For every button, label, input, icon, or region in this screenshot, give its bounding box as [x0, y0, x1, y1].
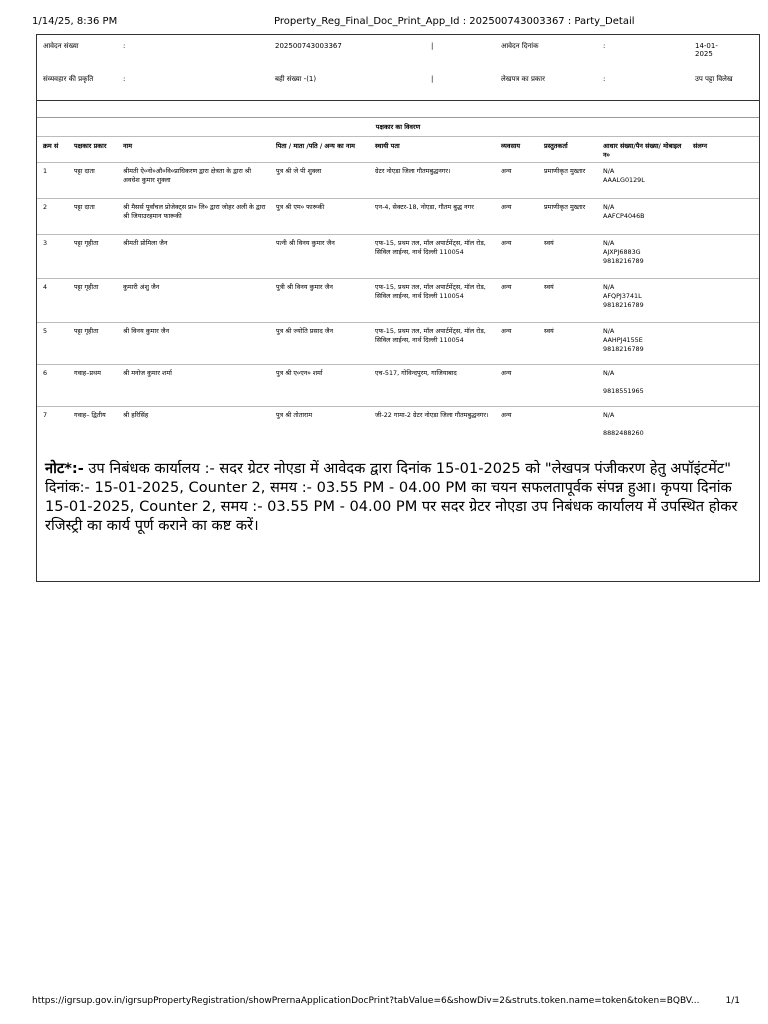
cell-sno: 3	[37, 235, 68, 279]
cell-sno: 5	[37, 323, 68, 365]
cell-party-type: पट्टा दाता	[68, 163, 117, 199]
table-row	[37, 163, 759, 199]
cell-relation: पुत्र श्री ज्योति प्रसाद जैन	[270, 323, 369, 365]
cell-party-type: गवाह–प्रथम	[68, 365, 117, 407]
cell-occupation: अन्य	[495, 199, 538, 235]
cell-presenter	[538, 365, 597, 407]
cell-name: श्री विनय कुमार जैन	[117, 323, 270, 365]
table-row	[37, 199, 759, 235]
cell-party-type: पट्टा दाता	[68, 199, 117, 235]
cell-party-type: पट्टा गृहीता	[68, 235, 117, 279]
meta-row-2	[37, 75, 759, 103]
deed-type-label: लेखपत्र का प्रकार	[501, 75, 545, 83]
id-line: AFQPJ3741L	[603, 292, 642, 301]
cell-name: श्री मनोज कुमार शर्मा	[117, 365, 270, 407]
meta-row-1	[37, 42, 759, 70]
cell-presenter: स्वयं	[538, 323, 597, 365]
cell-presenter: प्रमाणीकृत मुख्तार	[538, 199, 597, 235]
header-ids: आधार संख्या/पैन संख्या/ मोबाइल न०	[597, 137, 687, 163]
cell-relation: पुत्र श्री जे पी शुक्ला	[270, 163, 369, 199]
id-line: 9818216789	[603, 257, 644, 266]
colon: :	[123, 75, 126, 83]
cell-address: एफ-15, प्रथम तल, मॉल अपार्टमेंट्स, मॉल रोड, सिविल लाईन्स, नार्थ दिल्ली 110054	[369, 235, 495, 279]
cell-presenter: स्वयं	[538, 279, 597, 323]
print-header	[32, 16, 742, 27]
cell-name: श्रीमती प्रोमिला जैन	[117, 235, 270, 279]
id-line: AAHPJ4155E	[603, 336, 643, 345]
id-line: N/A	[603, 283, 615, 292]
header-address: स्थायी पता	[369, 137, 495, 163]
cell-presenter	[538, 407, 597, 449]
cell-attachment	[687, 365, 759, 407]
cell-presenter: स्वयं	[538, 235, 597, 279]
table-row	[37, 407, 759, 449]
header-sno: क्रम सं	[37, 137, 68, 163]
cell-address: एफ-15, प्रथम तल, मॉल अपार्टमेंट्स, मॉल रोड, सिविल लाईन्स, नार्थ दिल्ली 110054	[369, 279, 495, 323]
cell-sno: 2	[37, 199, 68, 235]
cell-party-type: पट्टा गृहीता	[68, 279, 117, 323]
id-line: 9818551965	[603, 387, 644, 396]
party-table	[37, 136, 759, 449]
transaction-type-label: संव्यवहार की प्रकृति	[43, 75, 94, 83]
colon: :	[123, 42, 126, 50]
application-meta	[37, 35, 759, 101]
cell-name: श्री मैसर्स पूर्वांचल प्रोजेक्ट्स प्रा० लि० द्वारा जोहर अली के द्वारा श्री जियाउरहमान फारूकी	[117, 199, 270, 235]
cell-name: श्री हरिसिंह	[117, 407, 270, 449]
id-line: N/A	[603, 411, 615, 420]
id-line: N/A	[603, 369, 615, 378]
cell-relation: पुत्र श्री ए०एन० शर्मा	[270, 365, 369, 407]
id-line: 8882488260	[603, 429, 644, 438]
cell-address: एफ-15, प्रथम तल, मॉल अपार्टमेंट्स, मॉल रोड, सिविल लाईन्स, नार्थ दिल्ली 110054	[369, 323, 495, 365]
print-datetime: 1/14/25, 8:36 PM	[32, 16, 118, 27]
party-rows	[37, 163, 759, 449]
header-occupation: व्यवसाय	[495, 137, 538, 163]
cell-occupation: अन्य	[495, 323, 538, 365]
separator: |	[431, 42, 434, 50]
header-party-type: पक्षकार प्रकार	[68, 137, 117, 163]
cell-occupation: अन्य	[495, 235, 538, 279]
cell-occupation: अन्य	[495, 163, 538, 199]
id-line: AAALG0129L	[603, 176, 645, 185]
cell-sno: 4	[37, 279, 68, 323]
party-section-title: पक्षकार का विवरण	[37, 117, 759, 136]
id-line: N/A	[603, 239, 615, 248]
cell-party-type: पट्टा गृहीता	[68, 323, 117, 365]
print-url: https://igrsup.gov.in/igrsupPropertyRegistration/showPrernaApplicationDocPrint?tabValue=6&showDiv=2&struts.token.name=token&token=BQBV...	[32, 996, 700, 1006]
note-label: नोट*:-	[45, 460, 84, 477]
cell-occupation: अन्य	[495, 365, 538, 407]
id-line: AJXPJ6883G	[603, 248, 641, 257]
cell-ids	[597, 279, 687, 323]
page-number: 1/1	[725, 996, 740, 1006]
cell-attachment	[687, 279, 759, 323]
header-name: नाम	[117, 137, 270, 163]
party-table-header	[37, 137, 759, 163]
cell-address: जी-22 गामा-2 ग्रेटर नोएडा जिला गौतमबुद्धनगर।	[369, 407, 495, 449]
separator: |	[431, 75, 434, 83]
cell-sno: 6	[37, 365, 68, 407]
cell-attachment	[687, 163, 759, 199]
application-date-value: 14-01-2025	[695, 42, 718, 58]
cell-sno: 7	[37, 407, 68, 449]
table-row	[37, 365, 759, 407]
cell-presenter: प्रमाणीकृत मुख्तार	[538, 163, 597, 199]
header-attachment: संलग्न	[687, 137, 759, 163]
cell-relation: पुत्र श्री एम० फारूकी	[270, 199, 369, 235]
application-number-label: आवेदन संख्या	[43, 42, 79, 50]
appointment-note	[45, 459, 745, 535]
id-line	[603, 420, 684, 429]
cell-attachment	[687, 199, 759, 235]
cell-address: एच-517, गोविन्दपुरम, गाजियाबाद	[369, 365, 495, 407]
header-relation: पिता / माता /पति / अन्य का नाम	[270, 137, 369, 163]
note-text: उप निबंधक कार्यालय :- सदर ग्रेटर नोएडा में आवेदक द्वारा दिनांक 15-01-2025 को "लेखपत्र पंजीकरण हेतु अपॉइंटमेंट" दिनांक:- 15-01-2025, Counter 2, समय :- 03.55 PM - 04.00 PM का चयन सफलतापूर्वक संपन्न हुआ। कृपया दिनांक 15-01-2025, Counter 2, समय :- 03.55 PM - 04.00 PM पर सदर ग्रेटर नोएडा उप निबंधक कार्यालय में उपस्थित होकर रजिस्ट्री का कार्य पूर्ण कराने का कष्ट करें।	[45, 460, 738, 534]
party-details-section	[37, 117, 759, 449]
cell-attachment	[687, 407, 759, 449]
cell-name: कुमारी अंशु जैन	[117, 279, 270, 323]
cell-occupation: अन्य	[495, 279, 538, 323]
colon: :	[603, 42, 606, 50]
table-row	[37, 323, 759, 365]
id-line: 9818216789	[603, 301, 644, 310]
print-footer	[32, 996, 740, 1006]
print-title: Property_Reg_Final_Doc_Print_App_Id : 202500743003367 : Party_Detail	[274, 16, 635, 27]
colon: :	[603, 75, 606, 83]
cell-ids	[597, 235, 687, 279]
id-line: N/A	[603, 203, 615, 212]
cell-sno: 1	[37, 163, 68, 199]
application-date-label: आवेदन दिनांक	[501, 42, 539, 50]
id-line: AAFCP4046B	[603, 212, 645, 221]
cell-relation: पुत्र श्री तोताराम	[270, 407, 369, 449]
header-presenter: प्रस्तुतकर्ता	[538, 137, 597, 163]
cell-ids	[597, 407, 687, 449]
cell-party-type: गवाह– द्वितीय	[68, 407, 117, 449]
cell-relation: पत्नी श्री विनय कुमार जैन	[270, 235, 369, 279]
cell-address: ग्रेटर नोएडा जिला गौतमबुद्धनगर।	[369, 163, 495, 199]
cell-attachment	[687, 323, 759, 365]
cell-attachment	[687, 235, 759, 279]
cell-ids	[597, 323, 687, 365]
cell-ids	[597, 163, 687, 199]
cell-address: एन-4, सेक्टर-18, नोएडा, गौतम बुद्ध नगर	[369, 199, 495, 235]
id-line: N/A	[603, 167, 615, 176]
cell-name: श्रीमती ऐ०नो०औ०वि०प्राधिकरण द्वारा क्षेत्रता के द्वारा श्री अवधेश कुमार शुक्ला	[117, 163, 270, 199]
deed-type-value: उप पट्टा विलेख	[695, 75, 733, 83]
table-row	[37, 235, 759, 279]
cell-relation: पुत्री श्री विनय कुमार जैन	[270, 279, 369, 323]
document-frame	[36, 34, 760, 582]
id-line: 9818216789	[603, 345, 644, 354]
table-row	[37, 279, 759, 323]
cell-occupation: अन्य	[495, 407, 538, 449]
cell-ids	[597, 365, 687, 407]
application-number-value: 202500743003367	[275, 42, 342, 50]
book-number: बही संख्या -(1)	[275, 75, 317, 83]
id-line	[603, 378, 684, 387]
cell-ids	[597, 199, 687, 235]
id-line: N/A	[603, 327, 615, 336]
